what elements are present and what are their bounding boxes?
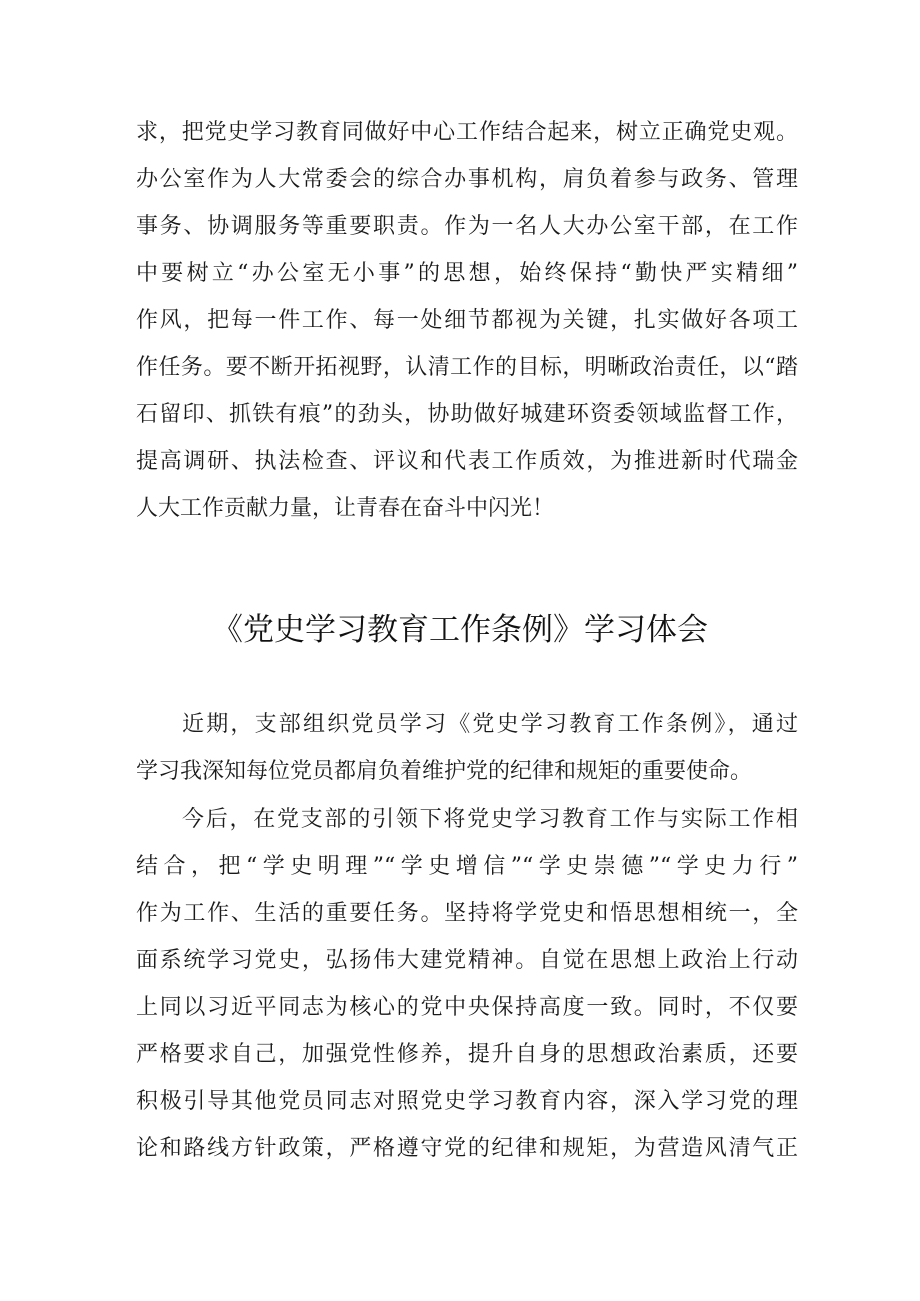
paragraph-line: 论和路线方针政策，严格遵守党的纪律和规矩，为营造风清气正 [136, 1136, 798, 1161]
section-title: 《党史学习教育工作条例》学习体会 [212, 612, 708, 648]
paragraph-line: 求，把党史学习教育同做好中心工作结合起来，树立正确党史观。 [136, 120, 798, 145]
paragraph-line: 近期，支部组织党员学习《党史学习教育工作条例》，通过 [182, 712, 798, 737]
paragraph-line: 上同以习近平同志为核心的党中央保持高度一致。同时，不仅要 [136, 995, 798, 1020]
paragraph-1 [136, 701, 798, 795]
paragraph-line: 今后，在党支部的引领下将党史学习教育工作与实际工作相 [182, 807, 798, 832]
paragraph-line: 结合，把“学史明理”“学史增信”“学史崇德”“学史力行” [136, 854, 798, 879]
paragraph-line: 作风，把每一件工作、每一处细节都视为关键，扎实做好各项工 [136, 308, 798, 333]
paragraph-line: 学习我深知每位党员都肩负着维护党的纪律和规矩的重要使命。 [136, 759, 753, 784]
paragraph-2 [136, 796, 798, 1172]
paragraph-line: 积极引导其他党员同志对照党史学习教育内容，深入学习党的理 [136, 1089, 798, 1114]
continued-paragraph [136, 109, 798, 532]
paragraph-line: 提高调研、执法检查、评议和代表工作质效，为推进新时代瑞金 [136, 449, 798, 474]
paragraph-line: 作任务。要不断开拓视野，认清工作的目标，明晰政治责任，以“踏 [136, 355, 798, 380]
paragraph-line: 办公室作为人大常委会的综合办事机构，肩负着参与政务、管理 [136, 167, 798, 192]
paragraph-line: 作为工作、生活的重要任务。坚持将学党史和悟思想相统一，全 [136, 901, 798, 926]
paragraph-line: 面系统学习党史，弘扬伟大建党精神。自觉在思想上政治上行动 [136, 948, 798, 973]
paragraph-line: 石留印、抓铁有痕”的劲头，协助做好城建环资委领域监督工作， [136, 402, 798, 427]
paragraph-line: 中要树立“办公室无小事”的思想，始终保持“勤快严实精细” [136, 261, 798, 286]
paragraph-line: 人大工作贡献力量，让青春在奋斗中闪光！ [136, 496, 555, 521]
paragraph-line: 严格要求自己，加强党性修养，提升自身的思想政治素质，还要 [136, 1042, 798, 1067]
paragraph-line: 事务、协调服务等重要职责。作为一名人大办公室干部，在工作 [136, 214, 798, 239]
